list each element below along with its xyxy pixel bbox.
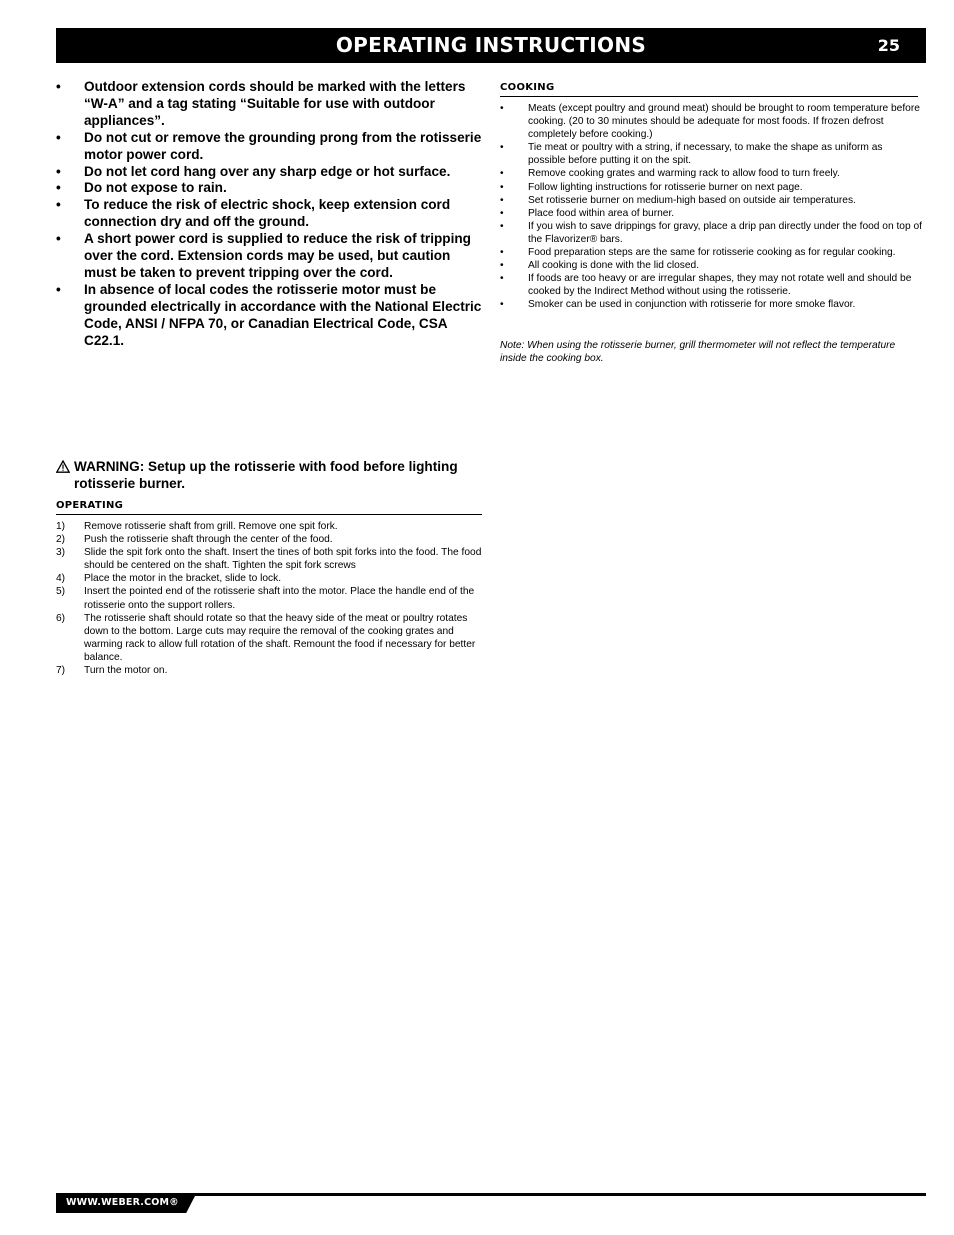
list-item (500, 298, 922, 311)
list-item (500, 246, 922, 259)
safety-bullet-list (56, 79, 484, 350)
list-item (500, 220, 922, 246)
list-item (500, 141, 922, 167)
step-item-text: Place the motor in the bracket, slide to lock. (84, 573, 282, 585)
list-item (56, 79, 484, 130)
bullet-marker: • (500, 247, 504, 259)
bullet-marker: • (56, 79, 61, 94)
cooking-note: Note: When using the rotisserie burner, grill thermometer will not reflect the temperature inside the cooking box. (500, 340, 896, 365)
bullet-marker: • (56, 129, 61, 145)
list-item-text: All cooking is done with the lid closed. (528, 260, 700, 272)
operating-steps-list (56, 520, 482, 677)
step-item-text: The rotisserie shaft should rotate so that the heavy side of the meat or poultry rotates down to the bottom. Large cuts may require the removal of the cooking grates and warming rack to allow full rotation of the shaft. Remount the food if necessary for better balance. (84, 612, 476, 663)
bullet-marker: • (500, 168, 504, 180)
list-item (56, 231, 484, 282)
list-item-text: Outdoor extension cords should be marked with the letters “W-A” and a tag stating “Suitable for use with outdoor appliances”. (84, 79, 466, 128)
cooking-heading: COOKING (500, 82, 918, 97)
list-item (500, 102, 922, 141)
list-item (500, 167, 922, 180)
list-item-text: Food preparation steps are the same for rotisserie cooking as for regular cooking. (528, 247, 896, 259)
list-item (56, 130, 484, 164)
step-item-text: Remove rotisserie shaft from grill. Remove one spit fork. (84, 521, 338, 532)
list-item (56, 180, 484, 197)
bullet-marker: • (500, 299, 504, 311)
bullet-marker: • (56, 231, 61, 247)
list-item (56, 164, 484, 181)
list-item-text: Remove cooking grates and warming rack to allow food to turn freely. (528, 168, 840, 180)
step-item (56, 572, 482, 585)
warning-notice (56, 458, 484, 492)
bullet-marker: • (500, 194, 504, 206)
list-item (500, 259, 922, 272)
step-item-text: Insert the pointed end of the rotisserie shaft into the motor. Place the handle end of the rotisserie onto the support rollers. (84, 586, 475, 611)
list-item-text: If foods are too heavy or are irregular shapes, they may not rotate well and should be cooked by the Indirect Method without using the rotisserie. (528, 273, 912, 298)
warning-text: WARNING: Setup up the rotisserie with food before lighting rotisserie burner. (74, 459, 458, 491)
list-item (500, 207, 922, 220)
step-number: 3) (56, 547, 66, 559)
step-item (56, 533, 482, 546)
list-item-text: Place food within area of burner. (528, 207, 675, 219)
list-item-text: Smoker can be used in conjunction with rotisserie for more smoke flavor. (528, 299, 856, 311)
step-number: 1) (56, 521, 66, 532)
bullet-marker: • (56, 197, 61, 213)
bullet-marker: • (500, 207, 504, 219)
bullet-marker: • (500, 273, 504, 285)
list-item-text: If you wish to save drippings for gravy, place a drip pan directly under the food on top of the Flavorizer® bars. (528, 220, 922, 245)
step-item (56, 585, 482, 611)
list-item-text: Do not expose to rain. (84, 180, 227, 196)
list-item-text: Follow lighting instructions for rotisserie burner on next page. (528, 181, 803, 193)
cooking-tips-list (500, 102, 922, 312)
bullet-marker: • (500, 181, 504, 193)
step-item (56, 664, 482, 677)
list-item-text: A short power cord is supplied to reduce the risk of tripping over the cord. Extension cords may be used, but caution must be taken to prevent tripping over the cord. (84, 231, 471, 280)
step-number: 7) (56, 665, 66, 677)
step-item-text: Slide the spit fork onto the shaft. Insert the tines of both spit forks into the food. The food should be centered on the shaft. Tighten the spit fork screws (84, 547, 482, 572)
step-number: 6) (56, 612, 66, 624)
step-item (56, 520, 482, 533)
list-item (500, 194, 922, 207)
bullet-marker: • (56, 163, 61, 179)
list-item (56, 282, 484, 350)
page-number: 25 (877, 36, 900, 55)
list-item-text: Do not let cord hang over any sharp edge or hot surface. (84, 163, 451, 179)
step-item-text: Turn the motor on. (84, 665, 168, 677)
list-item-text: Tie meat or poultry with a string, if necessary, to make the shape as uniform as possible before putting it on the spit. (528, 142, 883, 167)
step-number: 4) (56, 573, 66, 585)
step-item (56, 612, 482, 664)
bullet-marker: • (500, 260, 504, 272)
bullet-marker: • (500, 220, 504, 232)
step-item (56, 546, 482, 572)
list-item-text: To reduce the risk of electric shock, keep extension cord connection dry and off the ground. (84, 197, 451, 230)
step-number: 2) (56, 534, 66, 546)
list-item (500, 272, 922, 298)
footer-url: WWW.WEBER.COM® (66, 1197, 179, 1208)
bullet-marker: • (500, 103, 504, 114)
step-item-text: Push the rotisserie shaft through the center of the food. (84, 534, 333, 546)
page-title: OPERATING INSTRUCTIONS (335, 33, 647, 57)
bullet-marker: • (56, 281, 61, 297)
list-item-text: Meats (except poultry and ground meat) should be brought to room temperature before cooking. (20 to 30 minutes should be adequate for most foods. If frozen defrost completely before cooking.) (528, 103, 920, 141)
step-number: 5) (56, 586, 66, 598)
bullet-marker: • (500, 142, 504, 154)
operating-heading: OPERATING (56, 500, 482, 515)
header-bar (56, 28, 926, 63)
list-item-text: Set rotisserie burner on medium-high based on outside air temperatures. (528, 194, 856, 206)
list-item-text: Do not cut or remove the grounding prong from the rotisserie motor power cord. (84, 129, 482, 162)
list-item (56, 197, 484, 231)
bullet-marker: • (56, 180, 61, 196)
warning-triangle-icon (56, 460, 70, 473)
list-item (500, 181, 922, 194)
list-item-text: In absence of local codes the rotisserie motor must be grounded electrically in accordance with the National Electric Code, ANSI / NFPA 70, or Canadian Electrical Code, CSA C22.1. (84, 281, 482, 348)
